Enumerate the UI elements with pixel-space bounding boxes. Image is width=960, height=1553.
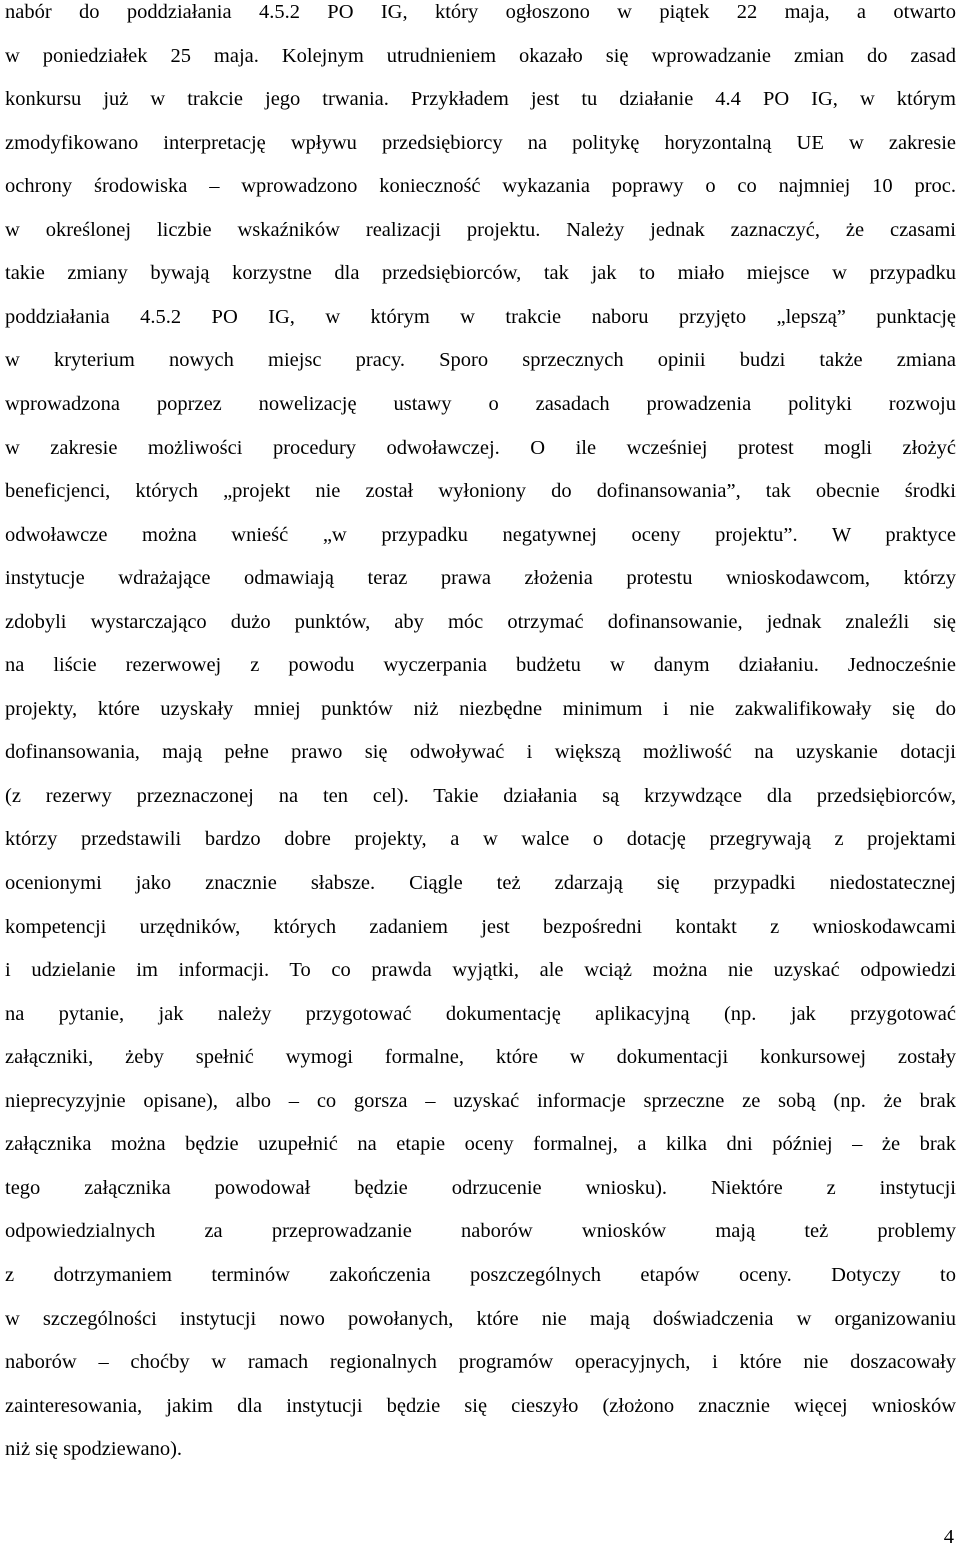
text-line: i udzielanie im informacji. To co prawda wyjątki, ale wciąż można nie uzyskać odpowiedzi <box>5 959 956 982</box>
text-line: z dotrzymaniem terminów zakończenia poszczególnych etapów oceny. Dotyczy to <box>5 1263 956 1286</box>
text-line: na liście rezerwowej z powodu wyczerpania budżetu w danym działaniu. Jednocześnie <box>5 654 956 677</box>
text-line: załączniki, żeby spełnić wymogi formalne, które w dokumentacji konkursowej zostały <box>5 1046 956 1069</box>
text-line: takie zmiany bywają korzystne dla przedsiębiorców, tak jak to miało miejsce w przypadku <box>5 262 956 285</box>
text-line: beneficjenci, których „projekt nie został wyłoniony do dofinansowania”, tak obecnie środki <box>5 480 956 502</box>
text-line: kompetencji urzędników, których zadaniem jest bezpośredni kontakt z wnioskodawcami <box>5 915 956 938</box>
text-line: niż się spodziewano). <box>5 1438 183 1461</box>
text-line: ocenionymi jako znacznie słabsze. Ciągle też zdarzają się przypadki niedostatecznej <box>5 872 956 894</box>
text-line: w określonej liczbie wskaźników realizacji projektu. Należy jednak zaznaczyć, że czasami <box>5 218 956 241</box>
text-line: ochrony środowiska – wprowadzono konieczność wykazania poprawy o co najmniej 10 proc. <box>5 175 956 198</box>
page-number: 4 <box>943 1526 954 1548</box>
text-line: odwoławcze można wnieść „w przypadku negatywnej oceny projektu”. W praktyce <box>5 523 956 546</box>
text-line: w szczególności instytucji nowo powołanych, które nie mają doświadczenia w organizowaniu <box>5 1307 956 1330</box>
text-line: załącznika można będzie uzupełnić na etapie oceny formalnej, a kilka dni później – że brak <box>5 1133 956 1156</box>
text-line: którzy przedstawili bardzo dobre projekty, a w walce o dotację przegrywają z projektami <box>5 828 956 851</box>
text-line: nieprecyzyjnie opisane), albo – co gorsza – uzyskać informacje sprzeczne ze sobą (np. że brak <box>5 1089 956 1112</box>
text-line: wprowadzona poprzez nowelizację ustawy o zasadach prowadzenia polityki rozwoju <box>5 392 956 415</box>
text-line: w poniedziałek 25 maja. Kolejnym utrudnieniem okazało się wprowadzanie zmian do zasad <box>5 44 956 67</box>
text-line: nabór do poddziałania 4.5.2 PO IG, który ogłoszono w piątek 22 maja, a otwarto <box>5 1 956 23</box>
text-line: tego załącznika powodował będzie odrzucenie wniosku). Niektóre z instytucji <box>5 1176 956 1199</box>
text-line: w zakresie możliwości procedury odwoławczej. O ile wcześniej protest mogli złożyć <box>5 436 956 459</box>
text-line: instytucje wdrażające odmawiają teraz prawa złożenia protestu wnioskodawcom, którzy <box>5 567 956 590</box>
text-line: zainteresowania, jakim dla instytucji będzie się cieszyło (złożono znacznie więcej wniosków <box>5 1394 956 1417</box>
text-line: zmodyfikowano interpretację wpływu przedsiębiorcy na politykę horyzontalną UE w zakresie <box>5 131 956 154</box>
text-line: poddziałania 4.5.2 PO IG, w którym w trakcie naboru przyjęto „lepszą” punktację <box>5 305 956 328</box>
text-line: zdobyli wystarczająco dużo punktów, aby móc otrzymać dofinansowanie, jednak znaleźli się <box>5 610 956 633</box>
text-line: projekty, które uzyskały mniej punktów niż niezbędne minimum i nie zakwalifikowały się do <box>5 697 956 720</box>
text-line: konkursu już w trakcie jego trwania. Przykładem jest tu działanie 4.4 PO IG, w którym <box>5 88 956 111</box>
text-line: dofinansowania, mają pełne prawo się odwoływać i większą możliwość na uzyskanie dotacji <box>5 741 956 764</box>
text-line: w kryterium nowych miejsc pracy. Sporo sprzecznych opinii budzi także zmiana <box>5 349 956 372</box>
text-line: naborów – choćby w ramach regionalnych programów operacyjnych, i które nie doszacowały <box>5 1351 956 1373</box>
text-line: odpowiedzialnych za przeprowadzanie naborów wniosków mają też problemy <box>5 1220 956 1243</box>
text-line: na pytanie, jak należy przygotować dokumentację aplikacyjną (np. jak przygotować <box>5 1002 956 1025</box>
text-line: (z rezerwy przeznaczonej na ten cel). Takie działania są krzywdzące dla przedsiębiorców, <box>5 784 956 807</box>
